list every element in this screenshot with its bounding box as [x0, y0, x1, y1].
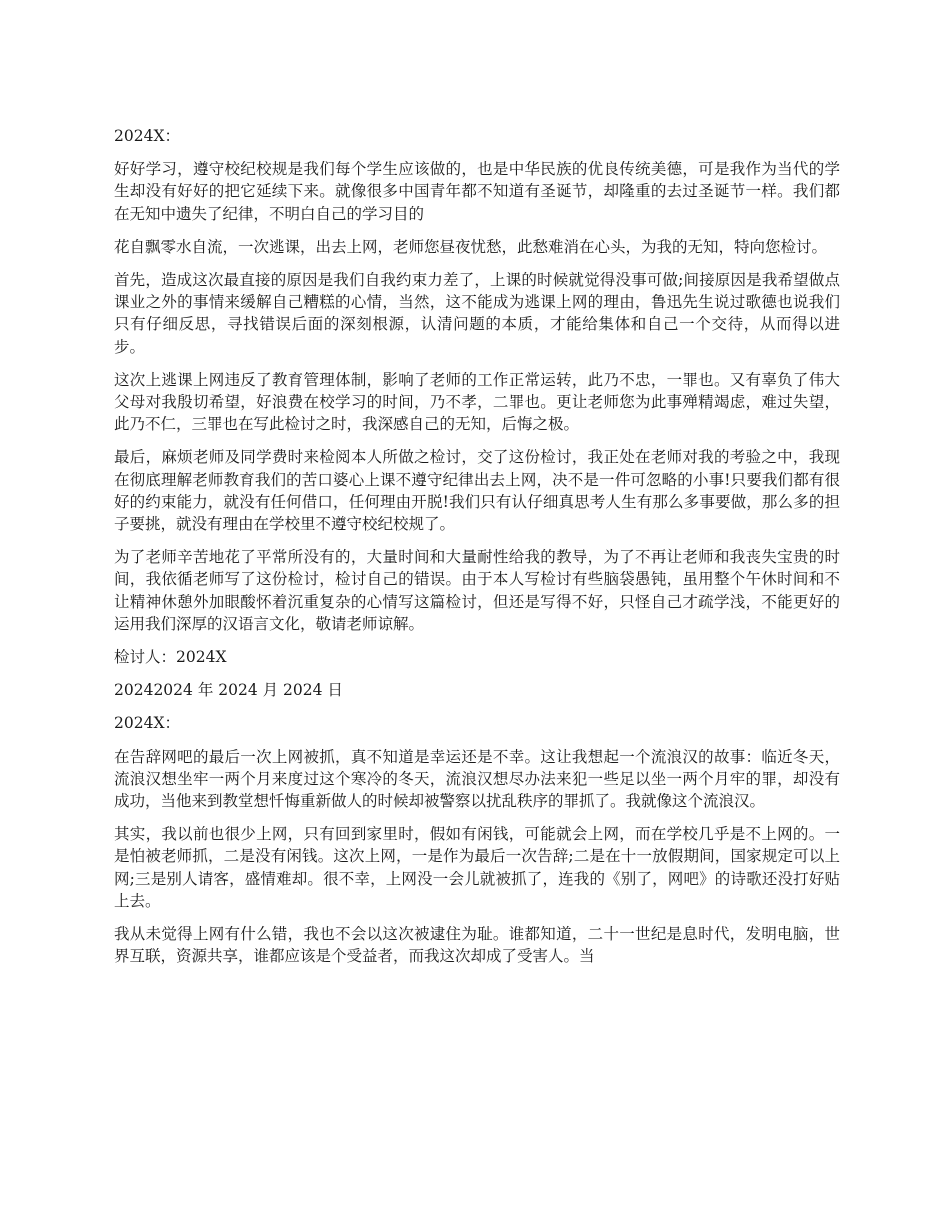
paragraph: 花自飘零水自流，一次逃课，出去上网，老师您昼夜忧愁，此愁难消在心头，为我的无知，特向您检讨。: [114, 237, 828, 256]
paragraph: 为了老师辛苦地花了平常所没有的，大量时间和大量耐性给我的教导，为了不再让老师和我丧失宝贵的时间，我依循老师写了这份检讨，检讨自己的错误。由于本人写检讨有些脑袋愚钝，虽用整个午休时间和不让精神休憩外加眼酸怀着沉重复杂的心情写这篇检讨，但还是写得不好，只怪自己才疏学浅，不能更好的运用我们深厚的汉语言文化，敬请老师谅解。: [114, 548, 840, 633]
signer-line: 检讨人：2024X: [114, 648, 227, 667]
paragraph: 好好学习，遵守校纪校规是我们每个学生应该做的，也是中华民族的优良传统美德，可是我作为当代的学生却没有好好的把它延续下来。就像很多中国青年都不知道有圣诞节，却隆重的去过圣诞节一样。我们都在无知中遗失了纪律，不明白自己的学习目的: [114, 160, 840, 223]
salutation-heading: 2024X：: [114, 127, 180, 145]
paragraph: 首先，造成这次最直接的原因是我们自我约束力差了，上课的时候就觉得没事可做;间接原因是我希望做点课业之外的事情来缓解自己糟糕的心情，当然，这不能成为逃课上网的理由，鲁迅先生说过歌德也说我们只有仔细反思，寻找错误后面的深刻根源，认清问题的本质，才能给集体和自己一个交待，从而得以进步。: [114, 271, 840, 356]
paragraph: 最后，麻烦老师及同学费时来检阅本人所做之检讨，交了这份检讨，我正处在老师对我的考验之中，我现在彻底理解老师教育我们的苦口婆心上课不遵守纪律出去上网，决不是一件可忽略的小事!只要我们都有很好的约束能力，就没有任何借口，任何理由开脱!我们只有认仔细真思考人生有那么多事要做，那么多的担子要挑，就没有理由在学校里不遵守校纪校规了。: [114, 448, 840, 534]
paragraph: 我从未觉得上网有什么错，我也不会以这次被逮住为耻。谁都知道，二十一世纪是息时代，发明电脑，世界互联，资源共享，谁都应该是个受益者，而我这次却成了受害人。当: [114, 925, 840, 966]
salutation-heading: 2024X：: [114, 714, 180, 733]
paragraph: 这次上逃课上网违反了教育管理体制，影响了老师的工作正常运转，此乃不忠，一罪也。又有辜负了伟大父母对我殷切希望，好浪费在校学习的时间，乃不孝，二罪也。更让老师您为此事殚精竭虑，难过失望，此乃不仁，三罪也在写此检讨之时，我深感自己的无知，后悔之极。: [114, 370, 840, 434]
date-line: 20242024 年 2024 月 2024 日: [114, 681, 343, 700]
document-body: [114, 125, 840, 979]
paragraph: 其实，我以前也很少上网，只有回到家里时，假如有闲钱，可能就会上网，而在学校几乎是不上网的。一是怕被老师抓，二是没有闲钱。这次上网，一是作为最后一次告辞;二是在十一放假期间，国家规定可以上网;三是别人请客，盛情难却。很不幸，上网没一会儿就被抓了，连我的《别了，网吧》的诗歌还没打好贴上去。: [114, 825, 840, 910]
paragraph: 在告辞网吧的最后一次上网被抓，真不知道是幸运还是不幸。这让我想起一个流浪汉的故事：临近冬天，流浪汉想坐牢一两个月来度过这个寒冷的冬天，流浪汉想尽办法来犯一些足以坐一两个月牢的罪，却没有成功，当他来到教堂想忏悔重新做人的时候却被警察以扰乱秩序的罪抓了。我就像这个流浪汉。: [114, 747, 840, 811]
